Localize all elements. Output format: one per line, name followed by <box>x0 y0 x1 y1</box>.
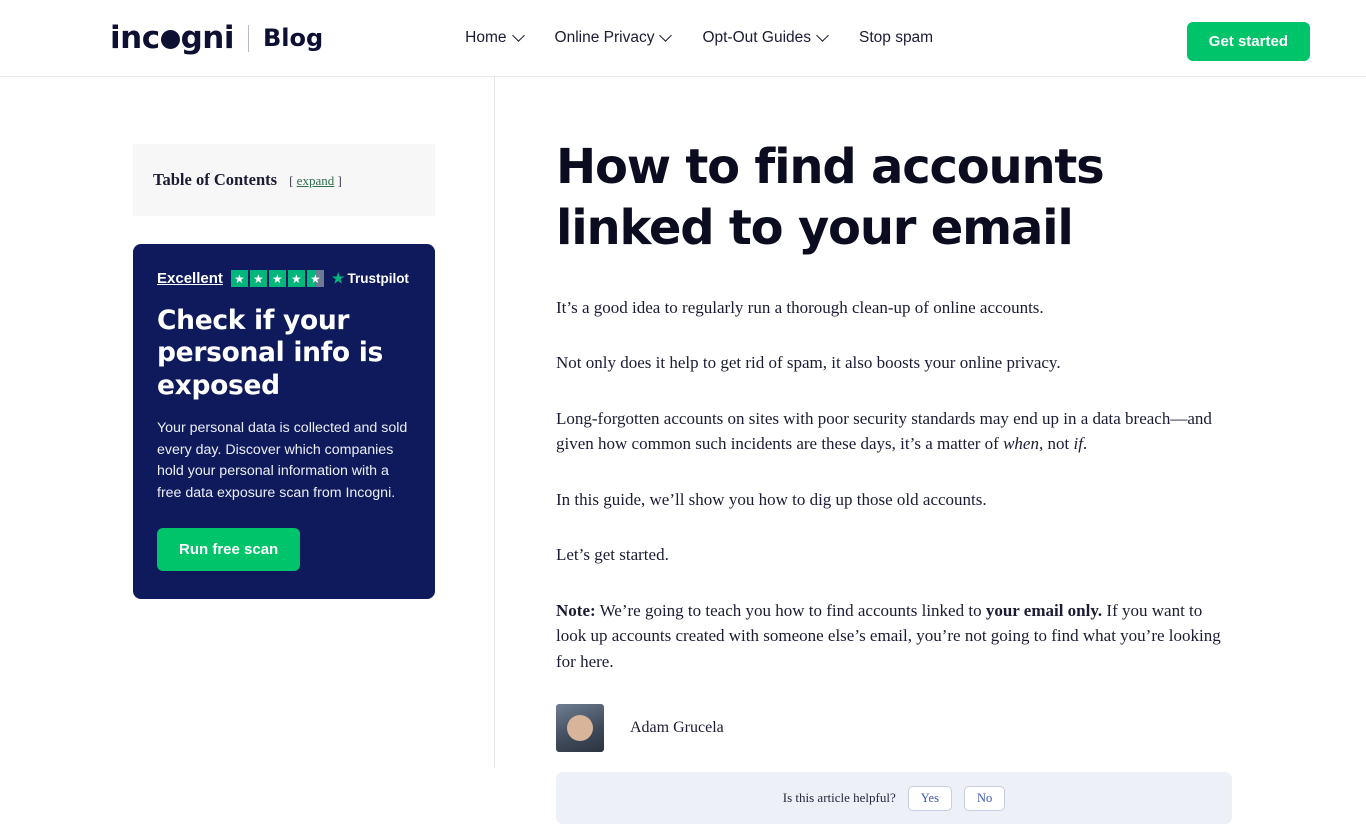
note-bold-phrase: your email only. <box>985 600 1103 620</box>
logo-dot-icon <box>161 30 180 49</box>
para3-text-c: . <box>1082 434 1088 454</box>
author-block <box>556 704 1296 752</box>
article-paragraph-2: Not only does it help to get rid of spam, it also boosts your online privacy. <box>556 353 1061 373</box>
para3-emphasis-if: if <box>1073 434 1083 454</box>
nav-item-online-privacy[interactable] <box>555 29 671 47</box>
table-of-contents <box>133 144 435 216</box>
para3-text-b: , not <box>1038 434 1074 454</box>
article-paragraph-1: It’s a good idea to regularly run a thorough clean-up of online accounts. <box>556 297 1044 317</box>
star-icon: ★ <box>231 270 248 287</box>
toc-title: Table of Contents <box>153 170 278 189</box>
toc-bracket-open: [ <box>289 173 294 188</box>
article-paragraph-3 <box>556 406 1221 457</box>
nav-label-stop-spam: Stop spam <box>859 29 934 46</box>
promo-heading: Check if your personal info is exposed <box>157 305 384 401</box>
feedback-no-button[interactable]: No <box>964 786 1005 811</box>
sidebar <box>0 77 495 768</box>
toc-expand-control[interactable] <box>289 173 342 189</box>
article-content <box>495 77 1366 806</box>
avatar <box>556 704 604 752</box>
article-feedback-bar <box>556 772 1232 824</box>
site-header <box>0 0 1366 77</box>
article-paragraph-5: Let’s get started. <box>556 545 669 565</box>
run-free-scan-button[interactable]: Run free scan <box>157 528 300 571</box>
chevron-down-icon <box>816 29 829 42</box>
para3-emphasis-when: when <box>1003 434 1039 454</box>
trustpilot-label: Trustpilot <box>347 271 409 286</box>
trustpilot-rating-word: Excellent <box>157 270 223 287</box>
trustpilot-stars <box>231 270 324 287</box>
main-navigation <box>465 29 933 47</box>
chevron-down-icon <box>660 29 673 42</box>
trustpilot-star-icon: ★ <box>331 270 345 286</box>
nav-item-stop-spam[interactable] <box>859 29 933 47</box>
nav-label-online-privacy: Online Privacy <box>554 29 655 46</box>
page-title: How to find accounts linked to your email <box>556 139 1104 256</box>
nav-item-home[interactable] <box>465 29 522 47</box>
star-half-icon: ★ <box>307 270 324 287</box>
brand-divider <box>248 25 249 52</box>
para3-text-a: Long-forgotten accounts on sites with poor security standards may end up in a data breach—and given how common such incidents are these days, it’s a matter of <box>556 408 1212 454</box>
get-started-button[interactable]: Get started <box>1187 22 1310 61</box>
article-note <box>556 598 1221 675</box>
brand-name-part2: gni <box>180 20 234 56</box>
feedback-question: Is this article helpful? <box>782 790 896 806</box>
note-text-b: If you want to look up accounts created with someone else’s email, you’re not going to find what you’re looking for here. <box>556 600 1221 671</box>
toc-expand-link[interactable]: expand <box>296 173 335 188</box>
trustpilot-rating[interactable] <box>157 270 411 287</box>
toc-bracket-close: ] <box>337 173 342 188</box>
brand-wordmark <box>110 20 234 56</box>
author-name: Adam Grucela <box>630 719 724 737</box>
promo-body-text: Your personal data is collected and sold every day. Discover which companies hold your personal information with a free data exposure scan from Incogni. <box>157 419 408 501</box>
page-body <box>0 77 1366 806</box>
brand-subtitle: Blog <box>262 24 324 52</box>
star-icon: ★ <box>250 270 267 287</box>
star-icon: ★ <box>288 270 305 287</box>
feedback-yes-button[interactable]: Yes <box>908 786 952 811</box>
chevron-down-icon <box>512 29 525 42</box>
nav-label-opt-out-guides: Opt-Out Guides <box>702 29 811 46</box>
note-text-a: We’re going to teach you how to find accounts linked to <box>595 600 986 620</box>
nav-label-home: Home <box>465 29 507 46</box>
brand-logo[interactable] <box>110 20 323 56</box>
brand-name-part1: inc <box>110 20 160 56</box>
promo-card <box>133 244 435 599</box>
article-paragraph-4: In this guide, we’ll show you how to dig up those old accounts. <box>556 489 987 509</box>
star-icon: ★ <box>269 270 286 287</box>
trustpilot-logo <box>332 270 409 287</box>
note-label: Note: <box>556 600 596 620</box>
nav-item-opt-out-guides[interactable] <box>702 29 827 47</box>
